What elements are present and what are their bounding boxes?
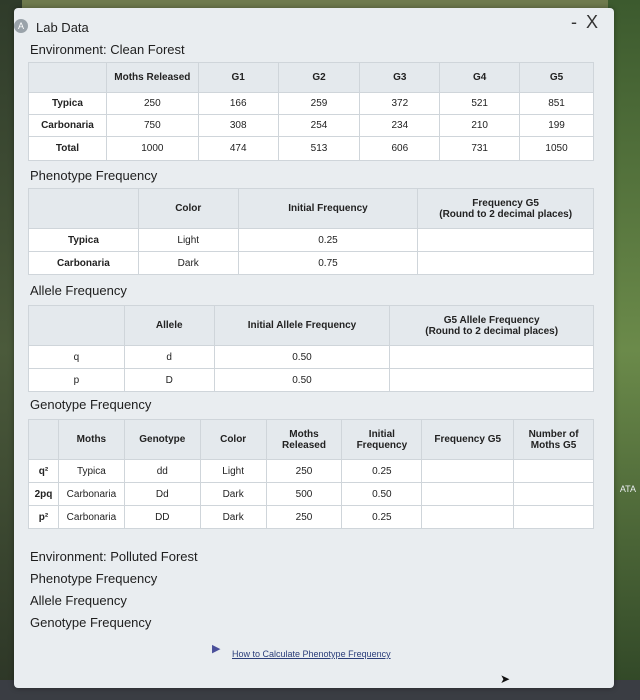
table-header-row bbox=[29, 420, 594, 460]
polluted-allele-link[interactable]: Allele Frequency bbox=[30, 593, 127, 608]
table-header-row bbox=[29, 63, 594, 93]
frequency-g5-label: Frequency G5 bbox=[472, 197, 539, 209]
table-header-row bbox=[29, 306, 594, 346]
table-cell: 500 bbox=[266, 483, 342, 506]
table-cell: p bbox=[29, 369, 125, 392]
answer-input-cell[interactable] bbox=[418, 229, 594, 252]
table-cell: 750 bbox=[106, 115, 198, 137]
table-cell: Dark bbox=[200, 506, 266, 529]
table-row bbox=[29, 229, 594, 252]
moth-release-table bbox=[28, 62, 594, 161]
table-header-cell bbox=[29, 189, 139, 229]
table-cell: 0.50 bbox=[342, 483, 422, 506]
table-header-cell: G1 bbox=[198, 63, 278, 93]
table-cell: 0.25 bbox=[342, 460, 422, 483]
answer-input-cell[interactable] bbox=[514, 506, 594, 529]
table-cell: 731 bbox=[440, 137, 520, 161]
table-cell: Dark bbox=[200, 483, 266, 506]
table-cell: 513 bbox=[278, 137, 360, 161]
table-cell: dd bbox=[124, 460, 200, 483]
table-cell: 1000 bbox=[106, 137, 198, 161]
answer-input-cell[interactable] bbox=[422, 460, 514, 483]
table-header-cell: G5 bbox=[520, 63, 594, 93]
table-cell: 0.25 bbox=[342, 506, 422, 529]
table-row bbox=[29, 115, 594, 137]
table-row bbox=[29, 369, 594, 392]
table-header-cell bbox=[29, 306, 125, 346]
table-cell: 521 bbox=[440, 93, 520, 115]
table-cell: Carbonaria bbox=[58, 506, 124, 529]
table-cell: 199 bbox=[520, 115, 594, 137]
phenotype-heading: Phenotype Frequency bbox=[30, 168, 158, 183]
answer-input-cell[interactable] bbox=[418, 252, 594, 275]
table-cell: q bbox=[29, 346, 125, 369]
table-header-cell bbox=[418, 189, 594, 229]
table-header-cell: Initial Frequency bbox=[342, 420, 422, 460]
mouse-cursor-icon: ➤ bbox=[500, 672, 511, 686]
table-header-cell: Moths Released bbox=[266, 420, 342, 460]
table-row bbox=[29, 252, 594, 275]
table-cell: 166 bbox=[198, 93, 278, 115]
answer-input-cell[interactable] bbox=[514, 483, 594, 506]
genotype-table bbox=[28, 419, 594, 529]
table-row bbox=[29, 506, 594, 529]
round-note: (Round to 2 decimal places) bbox=[439, 208, 573, 220]
table-cell: 474 bbox=[198, 137, 278, 161]
table-cell: Dd bbox=[124, 483, 200, 506]
answer-input-cell[interactable] bbox=[422, 483, 514, 506]
window-title: Lab Data bbox=[36, 20, 89, 35]
table-header-cell bbox=[390, 306, 594, 346]
answer-input-cell[interactable] bbox=[422, 506, 514, 529]
table-header-cell: Color bbox=[138, 189, 238, 229]
table-cell: 2pq bbox=[29, 483, 59, 506]
how-to-calculate-link[interactable]: How to Calculate Phenotype Frequency bbox=[232, 649, 391, 659]
table-cell: DD bbox=[124, 506, 200, 529]
table-cell: Light bbox=[200, 460, 266, 483]
table-cell: Carbonaria bbox=[29, 115, 107, 137]
table-header-cell: Allele bbox=[124, 306, 214, 346]
table-cell: Carbonaria bbox=[58, 483, 124, 506]
table-cell: Dark bbox=[138, 252, 238, 275]
allele-table bbox=[28, 305, 594, 392]
table-cell: 234 bbox=[360, 115, 440, 137]
table-header-cell: Moths Released bbox=[106, 63, 198, 93]
table-cell: d bbox=[124, 346, 214, 369]
table-header-cell bbox=[29, 420, 59, 460]
table-cell: 0.50 bbox=[214, 369, 390, 392]
table-cell: Typica bbox=[29, 229, 139, 252]
table-cell: 250 bbox=[266, 506, 342, 529]
table-header-cell: Initial Allele Frequency bbox=[214, 306, 390, 346]
table-cell: 0.25 bbox=[238, 229, 418, 252]
table-row bbox=[29, 483, 594, 506]
table-cell: Total bbox=[29, 137, 107, 161]
table-row bbox=[29, 346, 594, 369]
answer-input-cell[interactable] bbox=[514, 460, 594, 483]
table-cell: p² bbox=[29, 506, 59, 529]
table-cell: 851 bbox=[520, 93, 594, 115]
table-cell: 0.75 bbox=[238, 252, 418, 275]
polluted-phenotype-link[interactable]: Phenotype Frequency bbox=[30, 571, 158, 586]
allele-heading: Allele Frequency bbox=[30, 283, 127, 298]
round-note: (Round to 2 decimal places) bbox=[425, 325, 559, 337]
polluted-forest-heading: Environment: Polluted Forest bbox=[30, 549, 198, 564]
table-header-cell: Number of Moths G5 bbox=[514, 420, 594, 460]
table-cell: 250 bbox=[266, 460, 342, 483]
table-cell: 254 bbox=[278, 115, 360, 137]
table-cell: q² bbox=[29, 460, 59, 483]
phenotype-table bbox=[28, 188, 594, 275]
table-header-cell: G2 bbox=[278, 63, 360, 93]
clean-forest-heading: Environment: Clean Forest bbox=[30, 42, 185, 57]
table-cell: 308 bbox=[198, 115, 278, 137]
table-row bbox=[29, 137, 594, 161]
app-icon: A bbox=[14, 19, 28, 33]
table-cell: D bbox=[124, 369, 214, 392]
title-bar bbox=[14, 8, 614, 36]
table-header-cell: G4 bbox=[440, 63, 520, 93]
table-header-cell: Initial Frequency bbox=[238, 189, 418, 229]
table-cell: Light bbox=[138, 229, 238, 252]
table-header-cell: Color bbox=[200, 420, 266, 460]
table-header-cell bbox=[29, 63, 107, 93]
table-cell: 1050 bbox=[520, 137, 594, 161]
table-cell: Carbonaria bbox=[29, 252, 139, 275]
table-header-cell: Genotype bbox=[124, 420, 200, 460]
table-header-cell: Moths bbox=[58, 420, 124, 460]
window-controls[interactable]: - X bbox=[570, 12, 600, 32]
table-cell: 259 bbox=[278, 93, 360, 115]
answer-input-cell[interactable] bbox=[390, 369, 594, 392]
table-cell: 250 bbox=[106, 93, 198, 115]
table-cell: 372 bbox=[360, 93, 440, 115]
answer-input-cell[interactable] bbox=[390, 346, 594, 369]
genotype-heading: Genotype Frequency bbox=[30, 397, 152, 412]
table-header-row bbox=[29, 189, 594, 229]
table-row bbox=[29, 93, 594, 115]
table-cell: Typica bbox=[58, 460, 124, 483]
polluted-genotype-link[interactable]: Genotype Frequency bbox=[30, 615, 152, 630]
table-row bbox=[29, 460, 594, 483]
table-cell: 0.50 bbox=[214, 346, 390, 369]
table-cell: Typica bbox=[29, 93, 107, 115]
lab-data-window bbox=[14, 8, 614, 688]
background-side-text: ATA bbox=[619, 484, 636, 494]
table-cell: 210 bbox=[440, 115, 520, 137]
table-cell: 606 bbox=[360, 137, 440, 161]
g5-allele-frequency-label: G5 Allele Frequency bbox=[443, 314, 540, 326]
table-header-cell: G3 bbox=[360, 63, 440, 93]
play-arrow-icon: ▶ bbox=[212, 643, 221, 655]
table-header-cell: Frequency G5 bbox=[422, 420, 514, 460]
